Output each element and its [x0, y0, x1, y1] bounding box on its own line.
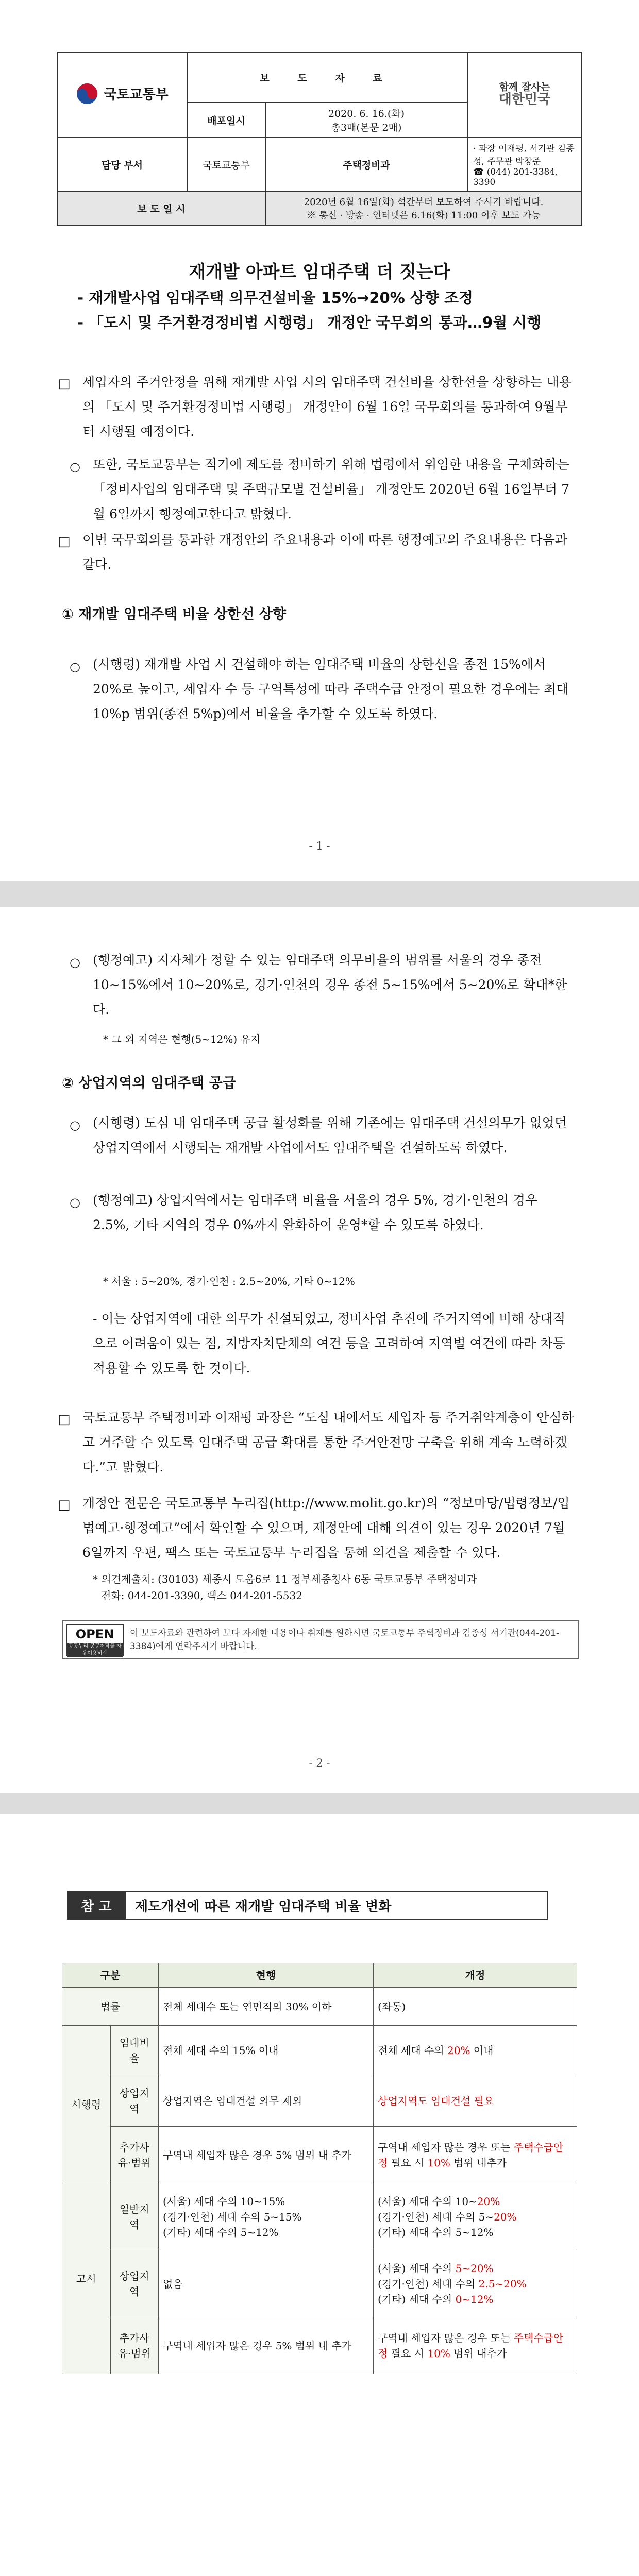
circle-bullet-icon: ○	[70, 955, 80, 970]
line	[378, 2261, 573, 2276]
page-number-1: - 1 -	[309, 840, 330, 852]
highlight: 2.5~20%	[478, 2277, 527, 2290]
open-license-logo	[66, 1624, 124, 1656]
row-label: 일반지역	[110, 2183, 159, 2250]
page-number-2: - 2 -	[309, 1757, 330, 1769]
section-2-heading: ② 상업지역의 임대주택 공급	[62, 1075, 236, 1091]
doc-title: 보 도 자 료	[187, 52, 467, 103]
table-row	[62, 2075, 577, 2127]
ministry-name: 국토교통부	[104, 87, 169, 103]
row-label: 임대비율	[110, 2026, 159, 2075]
text: 필요 시	[388, 2156, 428, 2169]
dept-label-text: 담당 부서	[101, 159, 143, 171]
section-1-heading: ① 재개발 임대주택 비율 상한선 상향	[62, 606, 287, 622]
comparison-table	[62, 1963, 577, 2374]
highlight: 0~12%	[455, 2293, 494, 2306]
cell-revised	[374, 2183, 577, 2250]
circle-bullet-icon: ○	[70, 1195, 80, 1210]
cell-current: (서울) 세대 수의 10~15% (경기·인천) 세대 수의 5~15% (기타) 세대 수의 5~12%	[159, 2183, 374, 2250]
paragraph-3: 이번 국무회의를 통과한 개정안의 주요내용과 이에 따른 행정예고의 주요내용은 다음과 같다.	[82, 532, 567, 572]
slogan-logo	[467, 52, 582, 138]
open-license-text: 이 보도자료와 관련하여 보다 자세한 내용이나 취재를 원하시면 국토교통부 주택정비과 김종성 서기관(044-201-3384)에게 연락주시기 바랍니다.	[130, 1628, 559, 1652]
paragraph-1: 세입자의 주거안정을 위해 재개발 사업 시의 임대주택 건설비율 상한선을 상향하는 내용의 「도시 및 주거환경정비법 시행령」 개정안이 6월 16일 국무회의를 통과하여 9월부터 시행될 예정이다.	[82, 375, 571, 439]
contact-people: · 과장 이재평, 서기관 김종성, 주무관 박창준	[473, 144, 575, 167]
paragraph-10: 개정안 전문은 국토교통부 누리집(http://www.molit.go.kr)의 “정보마당/법령정보/입법예고·행정예고”에서 확인할 수 있으며, 제정안에 대해 의견이 있는 경우 2020년 7월 6일까지 우편, 팩스 또는 국토교통부 누리집을 통해 의견을 제출할 수 있다.	[82, 1496, 570, 1560]
row-label: 추가사유·범위	[110, 2317, 159, 2374]
row-label: 상업지역	[110, 2075, 159, 2127]
cell-current: 전체 세대수 또는 연면적의 30% 이하	[159, 1988, 374, 2026]
taegeuk-icon	[76, 82, 98, 105]
note-7: * 서울 : 5~20%, 경기·인천 : 2.5~20%, 기타 0~12%	[103, 1275, 355, 1287]
table-row	[62, 2127, 577, 2183]
dept-name: 국토교통부	[187, 138, 265, 191]
paragraph-2: 또한, 국토교통부는 적기에 제도를 정비하기 위해 법령에서 위임한 내용을 구체화하는 「정비사업의 임대주택 및 주택규모별 건설비율」 개정안도 2020년 6월 16일부터 7월 6일까지 행정예고한다고 밝혔다.	[93, 457, 569, 521]
line	[378, 2292, 573, 2307]
paragraph-7: (행정예고) 상업지역에서는 임대주택 비율을 서울의 경우 5%, 경기·인천의 경우 2.5%, 기타 지역의 경우 0%까지 완화하여 운영*할 수 있도록 하였다.	[93, 1193, 538, 1232]
paragraph-4: (시행령) 재개발 사업 시 건설해야 하는 임대주택 비율의 상한선을 종전 15%에서 20%로 높이고, 세입자 수 등 구역특성에 따라 주택수급 안정이 필요한 경우에는 최대 10%p 범위(종전 5%p)에서 비율을 추가할 수 있도록 하였다.	[93, 657, 569, 721]
text: 전체 세대 수의	[378, 2044, 447, 2057]
paragraph-5: (행정예고) 지자체가 정할 수 있는 임대주택 의무비율의 범위를 서울의 경우 종전 10~15%에서 10~20%로, 경기·인천의 경우 종전 5~15%에서 5~20%로 확대*한다.	[93, 953, 567, 1017]
table-row	[62, 2183, 577, 2250]
row-label: 법률	[62, 1988, 159, 2026]
page-1	[0, 0, 639, 881]
page-gap	[0, 1793, 639, 1814]
slogan-line1: 함께 잘사는	[499, 81, 550, 93]
circle-bullet-icon: ○	[70, 460, 80, 474]
note-10a: * 의견제출처: (30103) 세종시 도움6로 11 정부세종청사 6동 국토교통부 주택정비과	[93, 1573, 477, 1585]
headline: 재개발 아파트 임대주택 더 짓는다	[189, 262, 450, 282]
text: 필요 시	[388, 2347, 428, 2360]
col-current: 현행	[159, 1963, 374, 1988]
paragraph-8: - 이는 상업지역에 대한 의무가 신설되었고, 정비사업 추진에 주거지역에 비해 상대적으로 어려움이 있는 점, 지방자치단체의 여건 등을 고려하여 지역별 여건에 따라 차등 적용할 수 있도록 한 것이다.	[93, 1311, 565, 1376]
dept-label	[57, 138, 187, 191]
col-revised: 개정	[374, 1963, 577, 1988]
row-label: 추가사유·범위	[110, 2127, 159, 2183]
table-row	[62, 2250, 577, 2317]
cell-revised	[374, 2026, 577, 2075]
table-row	[62, 2317, 577, 2374]
line	[378, 2194, 573, 2209]
cell-revised: (좌동)	[374, 1988, 577, 2026]
subheadline-2: - 「도시 및 주거환경정비법 시행령」 개정안 국무회의 통과…9월 시행	[77, 314, 542, 331]
press-header	[57, 52, 582, 226]
slogan-line2: 대한민국	[498, 92, 551, 108]
text: 구역내 세입자 많은 경우 또는	[378, 2141, 514, 2154]
note-5: * 그 외 지역은 현행(5~12%) 유지	[103, 1033, 261, 1045]
row-label: 상업지역	[110, 2250, 159, 2317]
text: 범위 내추가	[450, 2347, 507, 2360]
circle-bullet-icon: ○	[70, 1118, 80, 1132]
text: 이내	[470, 2044, 494, 2057]
square-bullet-icon: □	[58, 534, 71, 549]
open-logo-sub: 공공누리 공공저작물 자유이용허락	[67, 1643, 123, 1657]
square-bullet-icon: □	[58, 1497, 71, 1513]
text: (경기·인천) 세대 수의	[378, 2277, 479, 2290]
note-10b: 전화: 044-201-3390, 팩스 044-201-5532	[101, 1589, 302, 1602]
highlight: 10%	[427, 2347, 450, 2360]
square-bullet-icon: □	[58, 376, 71, 392]
paragraph-6: (시행령) 도심 내 임대주택 공급 활성화를 위해 기존에는 임대주택 건설의무가 없었던 상업지역에서 시행되는 재개발 사업에서도 임대주택을 건설하도록 하였다.	[93, 1115, 567, 1155]
table-header-row	[62, 1963, 577, 1988]
contact-phone: ☎ (044) 201-3384, 3390	[473, 167, 558, 188]
cell-current: 전체 세대 수의 15% 이내	[159, 2026, 374, 2075]
highlight: 10%	[427, 2156, 450, 2169]
dist-pages: 총3매(본문 2매)	[331, 122, 402, 133]
subheadline-1: - 재개발사업 임대주택 의무건설비율 15%→20% 상향 조정	[77, 289, 474, 307]
text: (기타) 세대 수의	[378, 2293, 456, 2306]
page-2	[0, 907, 639, 1793]
group-label: 시행령	[62, 2026, 111, 2183]
ministry-logo	[57, 52, 187, 138]
dist-label: 배포일시	[187, 103, 265, 138]
highlight: 20%	[494, 2210, 517, 2223]
contact-info	[467, 138, 582, 191]
paragraph-9: 국토교통부 주택정비과 이재평 과장은 “도심 내에서도 세입자 등 주거취약계층이 안심하고 거주할 수 있도록 임대주택 공급 확대를 통한 주거안전망 구축을 위해 계속 노력하겠다.”고 밝혔다.	[82, 1410, 574, 1475]
cell-revised: 상업지역도 임대건설 필요	[374, 2075, 577, 2127]
highlight: 20%	[447, 2044, 470, 2057]
dist-date: 2020. 6. 16.(화)	[328, 108, 405, 120]
dist-info	[265, 103, 467, 138]
embargo-info	[265, 191, 582, 225]
cell-current: 구역내 세입자 많은 경우 5% 범위 내 추가	[159, 2127, 374, 2183]
embargo-line1: 2020년 6월 16일(화) 석간부터 보도하여 주시기 바랍니다.	[304, 197, 544, 208]
highlight: 20%	[477, 2195, 500, 2208]
highlight: 주택수급안정	[378, 2331, 564, 2360]
cell-current: 상업지역은 임대건설 의무 제외	[159, 2075, 374, 2127]
cell-revised	[374, 2250, 577, 2317]
text: (서울) 세대 수의	[378, 2262, 456, 2275]
table-row	[62, 1988, 577, 2026]
cell-revised	[374, 2127, 577, 2183]
table-row	[62, 2026, 577, 2075]
cell-current: 구역내 세입자 많은 경우 5% 범위 내 추가	[159, 2317, 374, 2374]
reference-tag: 참 고	[67, 1891, 126, 1920]
open-logo-text: OPEN	[75, 1627, 114, 1641]
circle-bullet-icon: ○	[70, 659, 80, 674]
highlight: 주택수급안정	[378, 2141, 564, 2169]
division-name: 주택정비과	[265, 138, 467, 191]
col-category: 구분	[62, 1963, 159, 1988]
line	[378, 2209, 573, 2225]
text: 구역내 세입자 많은 경우 또는	[378, 2331, 514, 2344]
open-license-box	[62, 1620, 579, 1659]
text: (서울) 세대 수의 10~	[378, 2195, 477, 2208]
line: (기타) 세대 수의 5~12%	[378, 2226, 494, 2239]
embargo-label: 보 도 일 시	[57, 191, 265, 225]
page-3	[0, 1814, 639, 2576]
text: 범위 내추가	[450, 2156, 507, 2169]
line	[378, 2276, 573, 2292]
text: (경기·인천) 세대 수의 5~	[378, 2210, 494, 2223]
cell-revised	[374, 2317, 577, 2374]
highlight: 5~20%	[455, 2262, 494, 2275]
page-gap	[0, 881, 639, 907]
group-label: 고시	[62, 2183, 111, 2374]
reference-box	[67, 1891, 548, 1920]
embargo-line2: ※ 통신 · 방송 · 인터넷은 6.16(화) 11:00 이후 보도 가능	[307, 210, 541, 221]
cell-current: 없음	[159, 2250, 374, 2317]
square-bullet-icon: □	[58, 1412, 71, 1427]
reference-title: 제도개선에 따른 재개발 임대주택 비율 변화	[126, 1891, 548, 1920]
